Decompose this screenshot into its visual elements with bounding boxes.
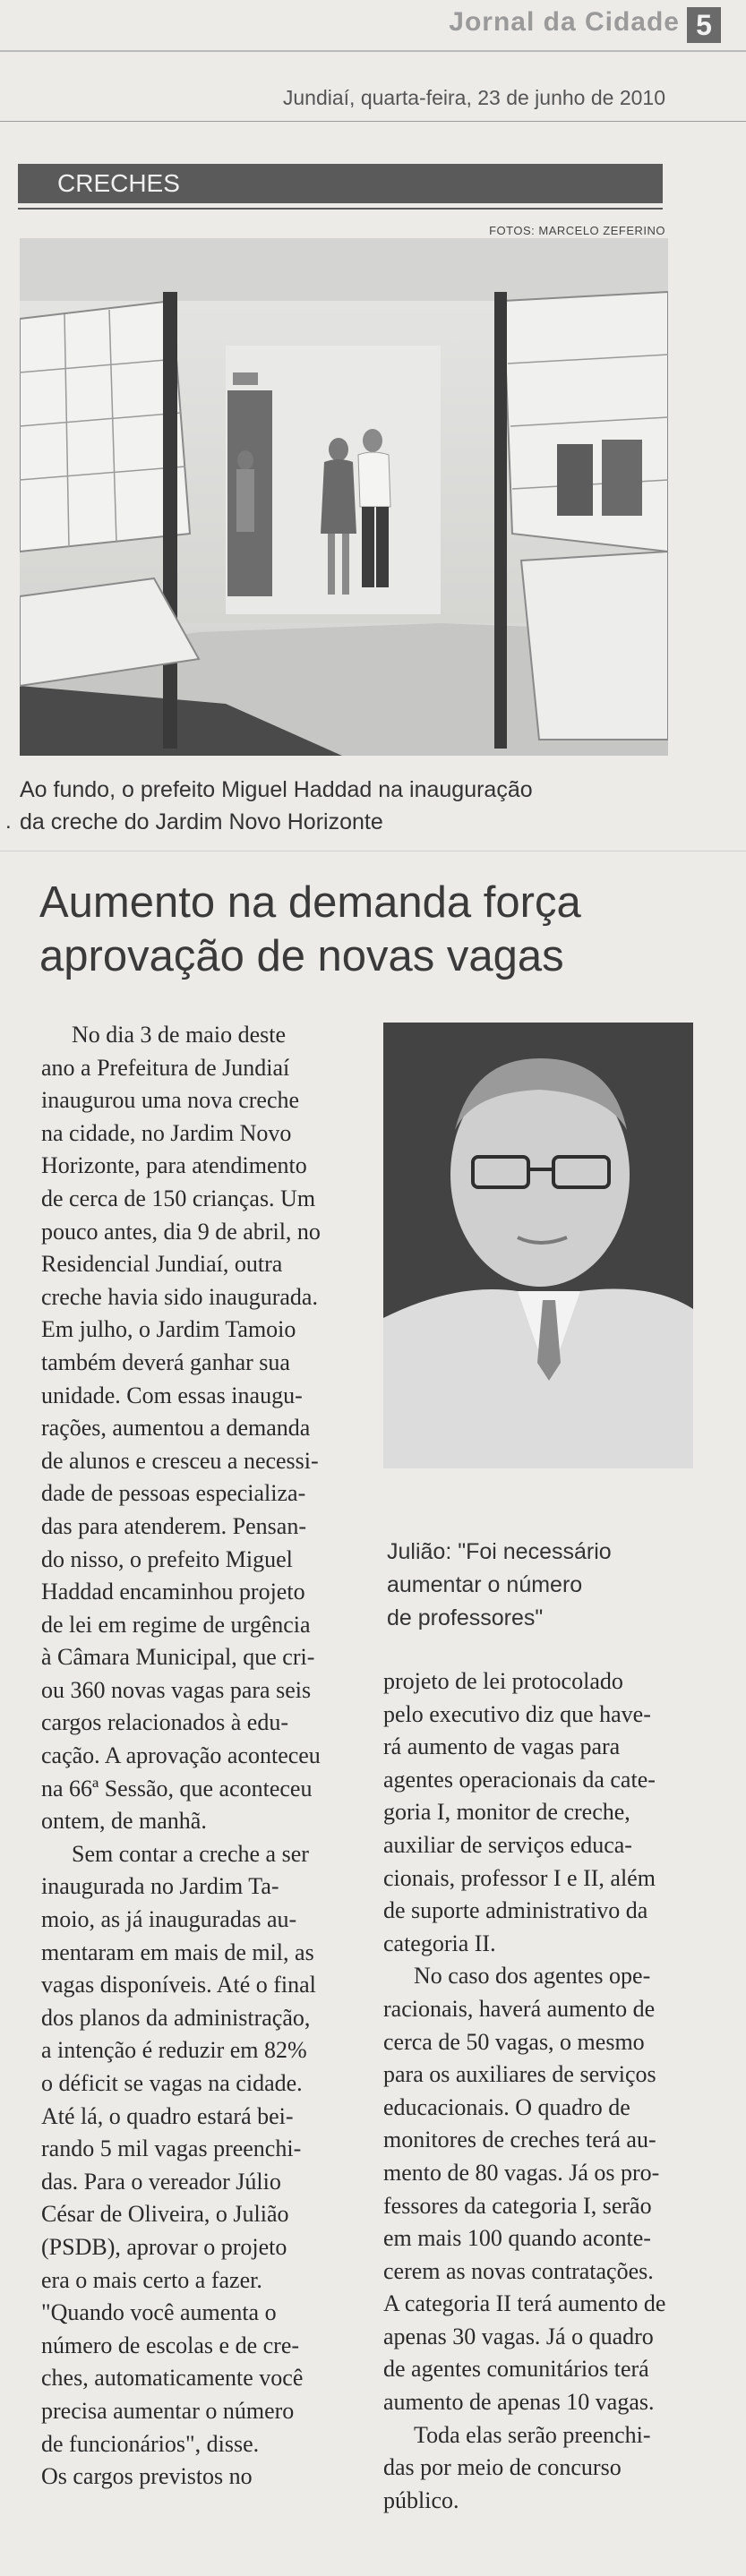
section-underline — [18, 208, 663, 210]
masthead — [0, 0, 746, 54]
body-text-line: auxiliar de serviços educa- — [383, 1831, 632, 1858]
body-text-line: Residencial Jundiaí, outra — [41, 1251, 283, 1278]
body-text-line: à Câmara Municipal, que cri- — [41, 1644, 315, 1671]
caption-line: aumentar o número — [387, 1572, 583, 1597]
body-text-line: fessores da categoria I, serão — [383, 2192, 652, 2219]
body-text-line: na cidade, no Jardim Novo — [41, 1119, 292, 1146]
body-text-line: a intenção é reduzir em 82% — [41, 2037, 307, 2064]
body-text-line: de alunos e cresceu a necessi- — [41, 1447, 319, 1474]
body-text-line: monitores de creches terá au- — [383, 2127, 656, 2153]
body-text-line: agentes operacionais da cate- — [383, 1766, 656, 1793]
article-body-right-column — [383, 1665, 695, 2517]
body-text-line: Até lá, o quadro estará bei- — [41, 2102, 294, 2129]
body-text-line: vagas disponíveis. Até o final — [41, 1972, 316, 1998]
body-text-line: das para atenderem. Pensan- — [41, 1512, 306, 1539]
body-text-line: público. — [383, 2486, 459, 2513]
body-text-line: rando 5 mil vagas preenchi- — [41, 2135, 302, 2162]
body-text-line: Horizonte, para atendimento — [41, 1152, 307, 1179]
body-text-line: cargos relacionados à edu- — [41, 1709, 289, 1736]
body-text-line: unidade. Com essas inaugu- — [41, 1382, 303, 1408]
body-text-line: do nisso, o prefeito Miguel — [41, 1545, 293, 1572]
body-text-line: mentaram em mais de mil, as — [41, 1938, 314, 1965]
body-text-line: em mais 100 quando aconte- — [383, 2225, 651, 2252]
body-text-line: o déficit se vagas na cidade. — [41, 2070, 303, 2096]
body-text-line: inaugurada no Jardim Ta- — [41, 1873, 279, 1900]
caption-line: Ao fundo, o prefeito Miguel Haddad na inauguração — [20, 777, 533, 802]
section-header: CRECHES — [18, 164, 663, 203]
caption-line: de professores" — [387, 1605, 544, 1630]
body-text-line: mento de 80 vagas. Já os pro- — [383, 2159, 660, 2186]
body-text-line: goria I, monitor de creche, — [383, 1799, 630, 1826]
masthead-rule — [0, 50, 746, 52]
body-text-line: cação. A aprovação aconteceu — [41, 1742, 321, 1769]
caption-line: Julião: "Foi necessário — [387, 1539, 612, 1564]
body-text-line: Em julho, o Jardim Tamoio — [41, 1316, 296, 1343]
body-text-line: cerem as novas contratações. — [383, 2257, 654, 2284]
body-text-line: na 66ª Sessão, que aconteceu — [41, 1775, 313, 1801]
body-text-line: Sem contar a creche a ser — [72, 1840, 309, 1867]
julio-portrait-photo — [383, 1023, 693, 1468]
creche-inauguration-photo — [20, 238, 668, 756]
body-text-line: de agentes comunitários terá — [383, 2356, 649, 2383]
dateline: Jundiaí, quarta-feira, 23 de junho de 2010 — [282, 86, 665, 109]
body-text-line: apenas 30 vagas. Já o quadro — [383, 2323, 654, 2349]
page-number: 5 — [687, 7, 721, 43]
body-text-line: Os cargos previstos no — [41, 2463, 253, 2490]
body-text-line: das por meio de concurso — [383, 2454, 622, 2481]
body-text-line: creche havia sido inaugurada. — [41, 1283, 318, 1310]
body-text-line: "Quando você aumenta o — [41, 2299, 277, 2326]
body-text-line: dos planos da administração, — [41, 2004, 311, 2031]
newspaper-name: Jornal da Cidade — [449, 7, 680, 37]
body-text-line: ontem, de manhã. — [41, 1808, 207, 1835]
body-text-line: precisa aumentar o número — [41, 2397, 295, 2424]
dateline-divider — [0, 121, 746, 122]
body-text-line: racionais, haverá aumento de — [383, 1995, 656, 2022]
body-text-line: de cerca de 150 crianças. Um — [41, 1185, 316, 1211]
body-text-line: No dia 3 de maio deste — [72, 1022, 286, 1048]
headline-line: aprovação de novas vagas — [39, 932, 564, 980]
body-text-line: ches, automaticamente você — [41, 2365, 304, 2392]
article-headline — [39, 876, 684, 983]
body-text-line: número de escolas e de cre- — [41, 2332, 300, 2358]
body-text-line: ano a Prefeitura de Jundiaí — [41, 1054, 290, 1081]
body-text-line: categoria II. — [383, 1930, 496, 1956]
body-text-line: de suporte administrativo da — [383, 1897, 648, 1924]
body-text-line: dade de pessoas especializa- — [41, 1480, 306, 1507]
body-text-line: aumento de apenas 10 vagas. — [383, 2389, 655, 2416]
body-text-line: (PSDB), aprovar o projeto — [41, 2233, 287, 2260]
body-text-line: cerca de 50 vagas, o mesmo — [383, 2028, 645, 2055]
body-text-line: das. Para o vereador Júlio — [41, 2168, 281, 2195]
body-text-line: pouco antes, dia 9 de abril, no — [41, 1218, 321, 1245]
body-text-line: cionais, professor I e II, além — [383, 1864, 656, 1891]
article-body-left-column — [41, 1019, 362, 2494]
body-text-line: No caso dos agentes ope- — [414, 1963, 651, 1990]
body-text-line: rá aumento de vagas para — [383, 1733, 621, 1760]
body-text-line: Haddad encaminhou projeto — [41, 1579, 305, 1605]
body-text-line: pelo executivo diz que have- — [383, 1700, 651, 1727]
body-text-line: inaugurou uma nova creche — [41, 1087, 300, 1114]
body-text-line: de funcionários", disse. — [41, 2430, 260, 2457]
body-text-line: moio, as já inauguradas au- — [41, 1906, 297, 1933]
body-text-line: A categoria II terá aumento de — [383, 2290, 666, 2317]
body-text-line: também deverá ganhar sua — [41, 1348, 290, 1375]
body-text-line: de lei em regime de urgência — [41, 1611, 311, 1638]
body-text-line: educacionais. O quadro de — [383, 2093, 630, 2120]
top-photo-caption: . Ao fundo, o prefeito Miguel Haddad na inauguração da creche do Jardim Novo Horizonte — [20, 774, 665, 838]
portrait-caption — [387, 1536, 682, 1635]
body-text-line: rações, aumentou a demanda — [41, 1415, 311, 1442]
body-text-line: ou 360 novas vagas para seis — [41, 1676, 312, 1703]
body-text-line: Toda elas serão preenchi- — [414, 2421, 651, 2448]
photo-credit: FOTOS: MARCELO ZEFERINO — [489, 224, 665, 237]
body-text-line: projeto de lei protocolado — [383, 1668, 623, 1694]
body-text-line: César de Oliveira, o Julião — [41, 2201, 289, 2228]
body-text-line: para os auxiliares de serviços — [383, 2061, 656, 2088]
headline-line: Aumento na demanda força — [39, 878, 581, 927]
body-text-line: era o mais certo a fazer. — [41, 2266, 262, 2293]
article-divider — [0, 851, 746, 852]
caption-line: da creche do Jardim Novo Horizonte — [20, 809, 383, 834]
